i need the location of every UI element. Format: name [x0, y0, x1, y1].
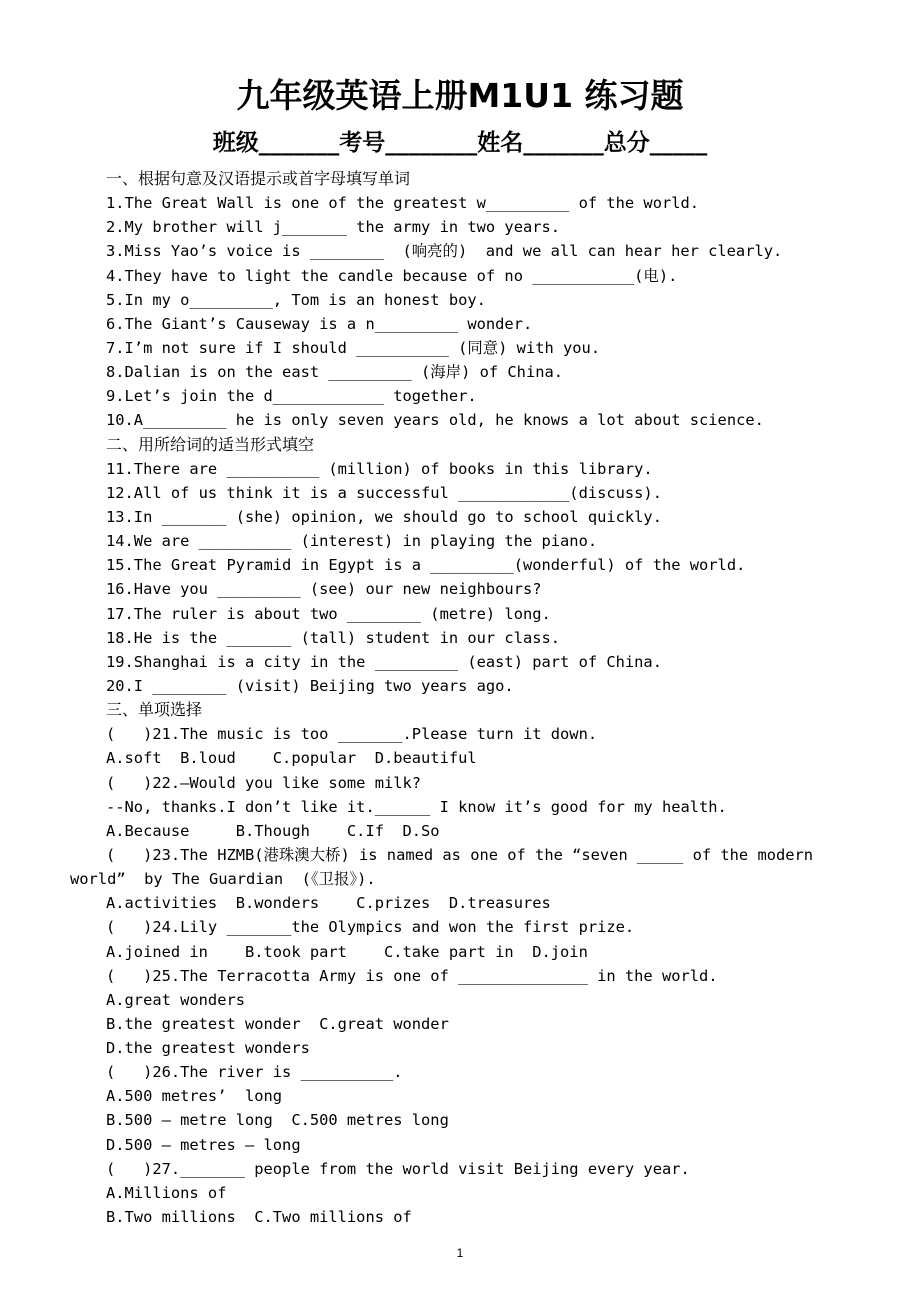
- question-item: 9.Let’s join the d____________ together.: [106, 387, 477, 406]
- option-line: D.the greatest wonders: [106, 1039, 310, 1058]
- option-line: B.500 – metre long C.500 metres long: [106, 1111, 449, 1130]
- page-title: 九年级英语上册M1U1 练习题: [236, 76, 684, 115]
- question-item: 6.The Giant’s Causeway is a n_________ wonder.: [106, 314, 533, 333]
- question-item: 3.Miss Yao’s voice is ________ (响亮的) and we all can hear her clearly.: [106, 242, 783, 261]
- question-item: 14.We are __________ (interest) in playing the piano.: [106, 532, 598, 551]
- question-item: ( )23.The HZMB(港珠澳大桥) is named as one of the “seven _____ of the modern: [106, 845, 814, 864]
- question-item: 17.The ruler is about two ________ (metre) long.: [106, 604, 551, 623]
- question-item: 15.The Great Pyramid in Egypt is a _________(wonderful) of the world.: [106, 556, 746, 575]
- question-item: 13.In _______ (she) opinion, we should go to school quickly.: [106, 507, 662, 526]
- option-line: A.Millions of: [106, 1183, 227, 1202]
- question-item: 1.The Great Wall is one of the greatest w_________ of the world.: [106, 194, 700, 213]
- option-line: A.soft B.loud C.popular D.beautiful: [106, 749, 477, 768]
- question-item: ( )25.The Terracotta Army is one of ______________ in the world.: [106, 966, 718, 985]
- question-item: 10.A_________ he is only seven years old, he knows a lot about science.: [106, 411, 764, 430]
- question-item: 2.My brother will j_______ the army in two years.: [106, 218, 561, 237]
- section3-heading: 三、单项选择: [106, 700, 203, 720]
- question-item: 8.Dalian is on the east _________ (海岸) of China.: [106, 363, 564, 382]
- page-number: 1: [456, 1246, 464, 1260]
- question-item: 11.There are __________ (million) of books in this library.: [106, 459, 653, 478]
- option-line: A.joined in B.took part C.take part in D.join: [106, 942, 588, 961]
- option-line: A.activities B.wonders C.prizes D.treasures: [106, 894, 551, 913]
- question-item: ( )24.Lily _______the Olympics and won the first prize.: [106, 918, 635, 937]
- option-line: D.500 – metres – long: [106, 1135, 301, 1154]
- section1-heading: 一、根据句意及汉语提示或首字母填写单词: [106, 169, 411, 188]
- question-item: 18.He is the _______ (tall) student in our class.: [106, 628, 561, 647]
- question-item: 4.They have to light the candle because of no ___________(电).: [106, 266, 678, 285]
- question-item: ( )26.The river is __________.: [106, 1063, 403, 1082]
- question-item: ( )21.The music is too _______.Please turn it down.: [106, 725, 598, 744]
- option-line: A.Because B.Though C.If D.So: [106, 821, 440, 840]
- section2-heading: 二、用所给词的适当形式填空: [106, 434, 315, 454]
- question-item: 12.All of us think it is a successful ____________(discuss).: [106, 483, 662, 502]
- question-item: 5.In my o_________, Tom is an honest boy.: [106, 290, 486, 309]
- question-continuation: world” by The Guardian (《卫报》).: [70, 870, 376, 889]
- option-line: B.Two millions C.Two millions of: [106, 1208, 412, 1227]
- question-item: 7.I’m not sure if I should __________ (同意) with you.: [106, 338, 601, 357]
- option-line: A.great wonders: [106, 990, 245, 1009]
- option-line: A.500 metres’ long: [106, 1087, 283, 1106]
- question-item: ( )27._______ people from the world visit Beijing every year.: [106, 1159, 690, 1178]
- question-item: 20.I ________ (visit) Beijing two years ago.: [106, 676, 514, 695]
- option-line: B.the greatest wonder C.great wonder: [106, 1014, 449, 1033]
- student-info-line: 班级_______考号________姓名_______总分_____: [212, 130, 708, 156]
- question-item: ( )22.–Would you like some milk?: [106, 773, 422, 792]
- dialogue-line: --No, thanks.I don’t like it.______ I know it’s good for my health.: [106, 797, 727, 816]
- question-item: 19.Shanghai is a city in the _________ (east) part of China.: [106, 652, 662, 671]
- exercise-body: [70, 167, 906, 1229]
- question-item: 16.Have you _________ (see) our new neighbours?: [106, 580, 542, 599]
